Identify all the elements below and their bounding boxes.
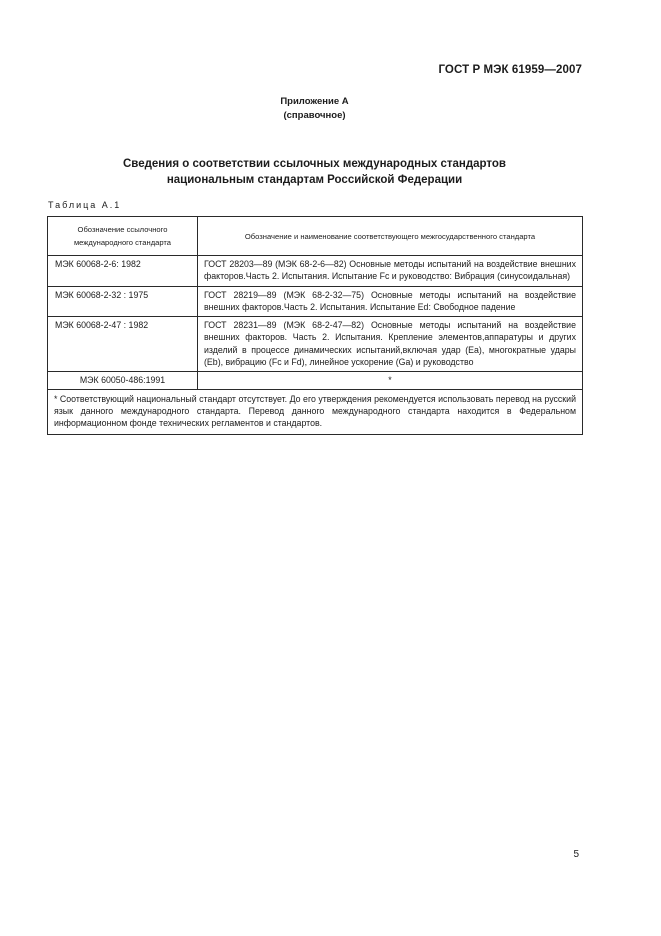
title-line-2: национальным стандартам Российской Федерации	[166, 174, 463, 186]
cell-reference: МЭК 60068-2-47 : 1982	[48, 317, 198, 372]
document-code: ГОСТ Р МЭК 61959—2007	[438, 64, 582, 76]
cell-description: ГОСТ 28203—89 (МЭК 68-2-6—82) Основные методы испытаний на воздействие внешних факторов.Часть 2. Испытания. Испытание Fc и руководство: Вибрация (синусоидальная)	[198, 256, 583, 287]
cell-description: ГОСТ 28231—89 (МЭК 68-2-47—82) Основные методы испытаний на воздействие внешних факторов. Часть 2. Испытания. Крепление элементов,аппаратуры и других изделий в процессе динамических испытаний,включая удар (Ea), многократные удары (Eb), вибрацию (Fc и Fd), линейное ускорение (Ga) и руководство	[198, 317, 583, 372]
table-footnote-row	[48, 389, 583, 434]
annex-heading	[0, 95, 629, 123]
annex-label: Приложение А	[280, 96, 349, 107]
cell-reference: МЭК 60068-2-6: 1982	[48, 256, 198, 287]
table-row	[48, 256, 583, 287]
cell-description: ГОСТ 28219—89 (МЭК 68-2-32—75) Основные методы испытаний на воздействие внешних факторов.Часть 2. Испытания. Испытание Ed: Свободное падение	[198, 286, 583, 317]
cell-reference: МЭК 60050-486:1991	[48, 372, 198, 389]
table-footnote: * Соответствующий национальный стандарт отсутствует. До его утверждения рекомендуется использовать перевод на русский язык данного международного стандарта. Перевод данного международного стандарта находится в Федеральном информационном фонде технических регламентов и стандартов.	[48, 389, 583, 434]
cell-description: *	[198, 372, 583, 389]
table-row	[48, 317, 583, 372]
header-interstate-standard: Обозначение и наименование соответствующего межгосударственного стандарта	[198, 217, 583, 256]
table-header-row	[48, 217, 583, 256]
title-line-1: Сведения о соответствии ссылочных международных стандартов	[122, 158, 506, 170]
header-international-standard: Обозначение ссылочного международного стандарта	[48, 217, 198, 256]
table-row	[48, 286, 583, 317]
table-caption: Таблица А.1	[48, 200, 122, 210]
page-number: 5	[573, 849, 579, 860]
annex-type: (справочное)	[283, 110, 346, 121]
table-row	[48, 372, 583, 389]
cell-reference: МЭК 60068-2-32 : 1975	[48, 286, 198, 317]
section-title	[0, 156, 629, 188]
reference-table	[47, 216, 583, 435]
